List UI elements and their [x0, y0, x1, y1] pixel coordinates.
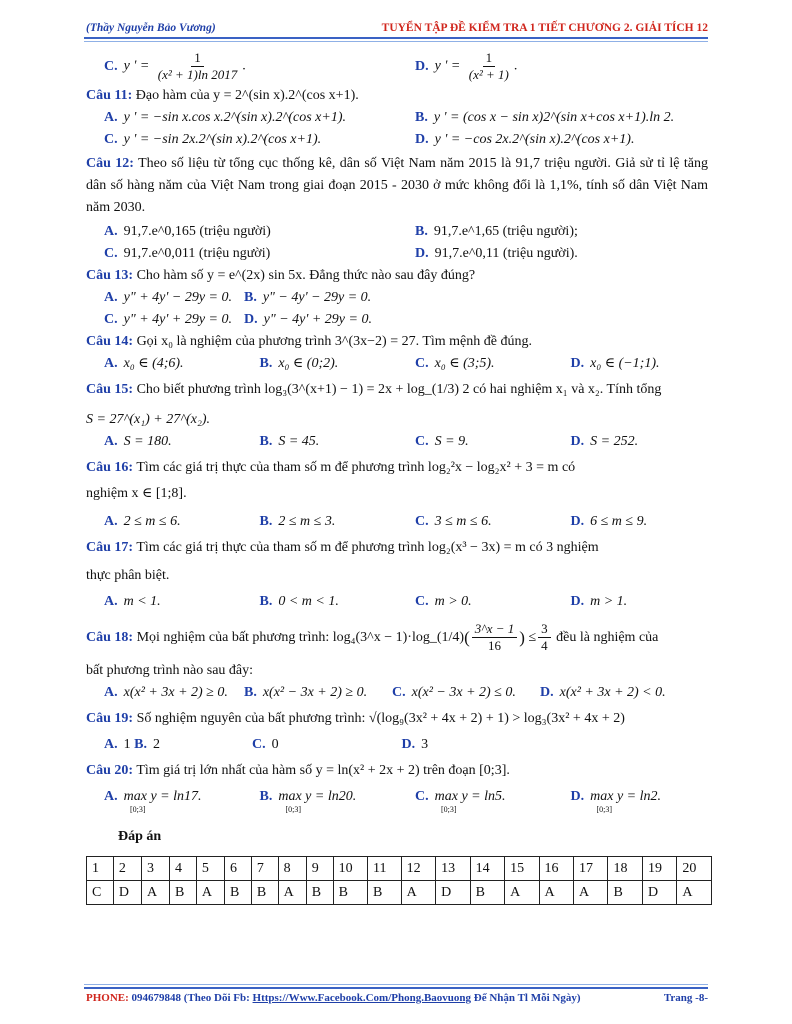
q11-options-ab: A. y ' = −sin x.cos x.2^(sin x).2^(cos x+1). B. y ' = (cos x − sin x)2^(sin x+cos x+1).ln 2.: [104, 110, 675, 125]
answer-key-answer: A: [539, 881, 573, 905]
q15-options: A. S = 180. B. S = 45. C. S = 9. D. S = 252.: [104, 434, 639, 449]
answer-key-number: 20: [677, 857, 712, 881]
exam-content: [86, 48, 708, 905]
header-rule-thin: [84, 41, 708, 42]
answer-key-answer: A: [141, 881, 169, 905]
answer-key-answer: A: [196, 881, 224, 905]
answer-key-number: 13: [436, 857, 470, 881]
question-11: Câu 11: Đạo hàm của y = 2^(sin x).2^(cos x+1).: [86, 88, 359, 103]
answer-key-number: 3: [141, 857, 169, 881]
answer-key-answer: B: [224, 881, 251, 905]
question-15: Câu 15: Cho biết phương trình log₃(3^(x+1) − 1) = 2x + log_(1/3) 2 có hai nghiệm x₁ và x₂. Tính tổng: [86, 382, 662, 397]
answer-key-answer: B: [251, 881, 278, 905]
question-17-line2: thực phân biệt.: [86, 568, 170, 583]
answer-key-number: 6: [224, 857, 251, 881]
answer-key-number: 5: [196, 857, 224, 881]
answer-key-number: 14: [470, 857, 504, 881]
answer-key-answer: B: [170, 881, 197, 905]
answer-key-number: 11: [368, 857, 402, 881]
answer-key-answer: D: [436, 881, 470, 905]
answer-key-number: 2: [113, 857, 141, 881]
answer-key-answers-row: [87, 881, 712, 905]
answer-key-answer: B: [306, 881, 333, 905]
question-17: Câu 17: Tìm các giá trị thực của tham số m để phương trình log₂(x³ − 3x) = m có 3 nghiệm: [86, 540, 599, 555]
q20-options: A. max y = ln17. [0;3] B. max y = ln20. [0;3] C. max y = ln5. [0;3] D. max y = ln2. [0;3]: [104, 789, 661, 814]
header-rule: [84, 37, 708, 39]
answer-key-answer: D: [113, 881, 141, 905]
question-18-line2: bất phương trình nào sau đây:: [86, 663, 254, 678]
question-16: Câu 16: Tìm các giá trị thực của tham số m để phương trình log₂²x − log₂x² + 3 = m có: [86, 460, 576, 475]
q12-options-cd: C. 91,7.e^0,011 (triệu người) D. 91,7.e^0,11 (triệu người).: [104, 246, 578, 261]
header-author: (Thầy Nguyễn Bảo Vương): [86, 22, 216, 34]
answer-key-answer: B: [333, 881, 367, 905]
footer-facebook-link[interactable]: Https://Www.Facebook.Com/Phong.Baovuong: [252, 992, 472, 1004]
header-title: TUYỂN TẬP ĐỀ KIỂM TRA 1 TIẾT CHƯƠNG 2. GIẢI TÍCH 12: [381, 22, 708, 34]
answer-key-number: 1: [87, 857, 114, 881]
q18-options: A. x(x² + 3x + 2) ≥ 0. B. x(x² − 3x + 2) ≥ 0. C. x(x² − 3x + 2) ≤ 0. D. x(x² + 3x + 2) < 0.: [104, 685, 666, 700]
q13-options-ab: A. y" + 4y' − 29y = 0. B. y" − 4y' − 29y = 0.: [104, 290, 372, 305]
question-13: Câu 13: Cho hàm số y = e^(2x) sin 5x. Đẳng thức nào sau đây đúng?: [86, 268, 476, 283]
q14-options: A. x₀ ∈ (4;6). B. x₀ ∈ (0;2). C. x₀ ∈ (3;5). D. x₀ ∈ (−1;1).: [104, 356, 660, 371]
q19-options: A. 1 B. 2 C. 0 D. 3: [104, 737, 429, 752]
answer-key-answer: A: [401, 881, 435, 905]
q10-option-d: D. y ' = $\frac{1}{\text{(x² + 1)}}$ .: [415, 50, 518, 82]
q11-options-cd: C. y ' = −sin 2x.2^(sin x).2^(cos x+1). D. y ' = −cos 2x.2^(sin x).2^(cos x+1).: [104, 132, 635, 147]
footer-rule-thin: [84, 984, 708, 985]
question-20: Câu 20: Tìm giá trị lớn nhất của hàm số y = ln(x² + 2x + 2) trên đoạn [0;3].: [86, 763, 510, 778]
q13-options-cd: C. y" + 4y' + 29y = 0. D. y" − 4y' + 29y = 0.: [104, 312, 372, 327]
answer-key-answer: A: [574, 881, 608, 905]
answer-key-number: 16: [539, 857, 573, 881]
answer-key-number: 17: [574, 857, 608, 881]
answer-key-number: 8: [278, 857, 306, 881]
answer-key-number: 19: [642, 857, 676, 881]
question-18: Câu 18: Mọi nghiệm của bất phương trình: log₄(3^x − 1)·log_(1/4) ( $\frac{3\^{}x - 1}{16}$ ) ≤ $\frac{3}{4}$ đều là nghiệm của: [86, 621, 659, 653]
answer-key-number: 9: [306, 857, 333, 881]
question-16-line2: nghiệm x ∈ [1;8].: [86, 486, 187, 501]
footer-tail: Để Nhận Tl Mỗi Ngày): [473, 992, 581, 1004]
answer-key-answer: B: [608, 881, 642, 905]
answer-key-answer: C: [87, 881, 114, 905]
footer-rule: [84, 987, 708, 989]
answer-key-answer: B: [368, 881, 402, 905]
answer-key-number: 18: [608, 857, 642, 881]
q10-option-c: C. y ' = $\frac{1}{\text{(x² + 1)ln 2017}}$ .: [104, 50, 246, 82]
q10-options: [86, 50, 708, 83]
answer-key-answer: A: [677, 881, 712, 905]
answer-key-table: [86, 856, 712, 905]
footer-phone-label: PHONE:: [86, 992, 129, 1004]
q16-options: A. 2 ≤ m ≤ 6. B. 2 ≤ m ≤ 3. C. 3 ≤ m ≤ 6. D. 6 ≤ m ≤ 9.: [104, 514, 648, 529]
answer-key-answer: D: [642, 881, 676, 905]
page-number: Trang -8-: [663, 992, 708, 1004]
answer-key-number: 7: [251, 857, 278, 881]
answer-key-answer: A: [505, 881, 539, 905]
answer-key-numbers-row: [87, 857, 712, 881]
question-19: Câu 19: Số nghiệm nguyên của bất phương trình: √(log₉(3x² + 4x + 2) + 1) > log₃(3x² + 4x + 2): [86, 711, 625, 726]
footer-phone: 094679848 (Theo Dõi Fb:: [131, 992, 250, 1004]
answer-key-number: 12: [401, 857, 435, 881]
q17-options: A. m < 1. B. 0 < m < 1. C. m > 0. D. m > 1.: [104, 594, 628, 609]
answer-key-answer: B: [470, 881, 504, 905]
answer-key-number: 10: [333, 857, 367, 881]
question-14: Câu 14: Gọi x₀ là nghiệm của phương trình 3^(3x−2) = 27. Tìm mệnh đề đúng.: [86, 334, 532, 349]
answer-key-number: 15: [505, 857, 539, 881]
answer-key-title: Đáp án: [118, 829, 162, 844]
answer-key-answer: A: [278, 881, 306, 905]
answer-key-number: 4: [170, 857, 197, 881]
question-15-line2: S = 27^(x₁) + 27^(x₂).: [86, 412, 211, 427]
footer: [86, 992, 708, 1004]
question-12: Câu 12: Theo số liệu từ tổng cục thống kê, dân số Việt Nam năm 2015 là 91,7 triệu người. Giả sử tỉ lệ tăng dân số hàng năm của Việt Nam trong giai đoạn 2015 - 2030 ở mức không đổi là 1,1%, tính số dân Việt Nam năm 2030.: [86, 156, 709, 215]
q12-options-ab: A. 91,7.e^0,165 (triệu người) B. 91,7.e^1,65 (triệu người);: [104, 224, 578, 239]
